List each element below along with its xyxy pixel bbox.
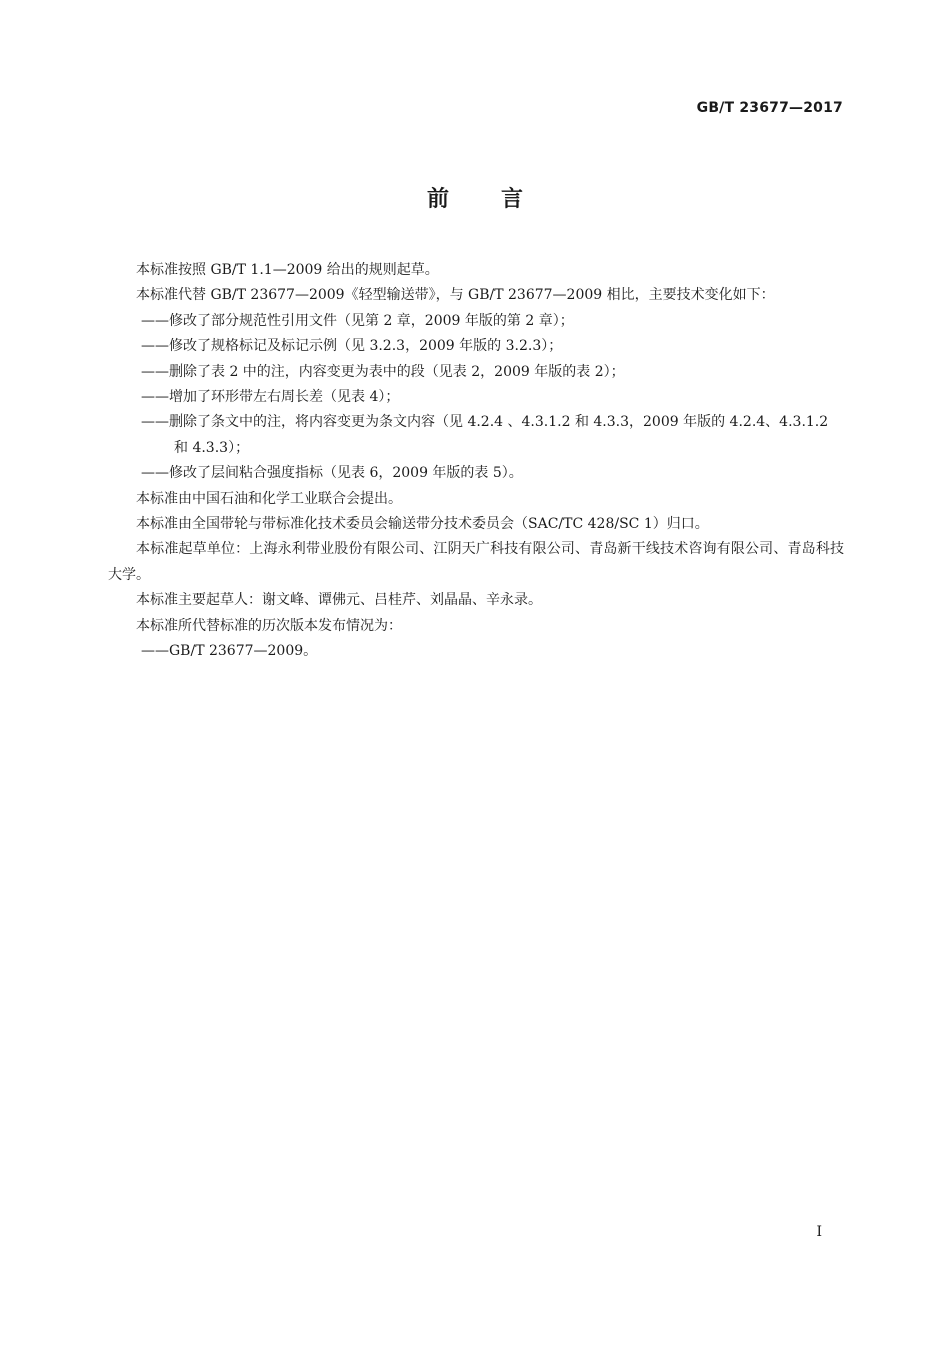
standard-number: GB/T 23677—2017 — [696, 100, 843, 116]
change-item: ——修改了规格标记及标记示例（见 3.2.3，2009 年版的 3.2.3）； — [141, 338, 563, 355]
change-item: ——删除了表 2 中的注，内容变更为表中的段（见表 2，2009 年版的表 2）； — [141, 363, 625, 380]
page-number: I — [816, 1224, 822, 1240]
paragraph: 本标准起草单位：上海永利带业股份有限公司、江阴天广科技有限公司、青岛新干线技术咨询有限公司、青岛科技大学。 — [108, 541, 844, 583]
paragraph: 本标准由中国石油和化学工业联合会提出。 — [136, 490, 402, 507]
change-item: ——GB/T 23677—2009。 — [141, 643, 318, 660]
paragraph: 本标准代替 GB/T 23677—2009《轻型输送带》，与 GB/T 23677—2009 相比，主要技术变化如下： — [136, 287, 775, 304]
change-item: ——修改了层间粘合强度指标（见表 6，2009 年版的表 5）。 — [141, 465, 523, 482]
paragraph: 本标准由全国带轮与带标准化技术委员会输送带分技术委员会（SAC/TC 428/SC 1）归口。 — [136, 516, 709, 533]
foreword-body — [108, 258, 844, 665]
paragraph: 本标准所代替标准的历次版本发布情况为： — [136, 617, 402, 634]
page-title: 前言 — [426, 187, 575, 212]
paragraph: 本标准按照 GB/T 1.1—2009 给出的规则起草。 — [136, 262, 439, 278]
change-item: ——删除了条文中的注，将内容变更为条文内容（见 4.2.4 、4.3.1.2 和 4.3.3，2009 年版的 4.2.4、4.3.1.2 和 4.3.3）； — [141, 414, 829, 456]
change-item: ——修改了部分规范性引用文件（见第 2 章，2009 年版的第 2 章）； — [141, 312, 574, 329]
change-item: ——增加了环形带左右周长差（见表 4）； — [141, 389, 400, 406]
paragraph: 本标准主要起草人：谢文峰、谭佛元、吕桂芹、刘晶晶、辛永录。 — [136, 592, 542, 609]
